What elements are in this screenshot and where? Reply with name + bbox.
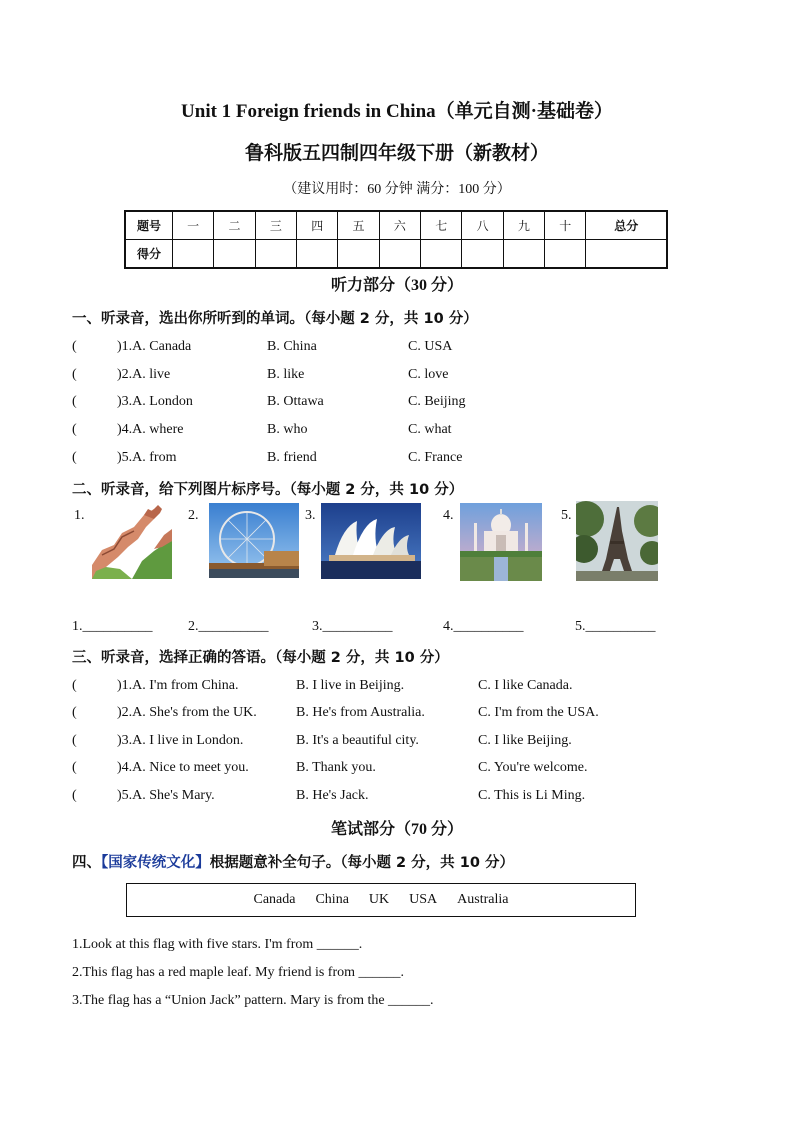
score-cell: 二 bbox=[214, 211, 255, 240]
answer-paren[interactable]: ( bbox=[72, 678, 77, 693]
score-cell: 一 bbox=[173, 211, 214, 240]
pic-number: 5. bbox=[561, 508, 572, 523]
option-c: C. what bbox=[408, 422, 452, 437]
option-a: )4.A. where bbox=[117, 422, 184, 437]
fill-sentence[interactable]: 3.The flag has a “Union Jack” pattern. Mary is from the ______. bbox=[72, 993, 434, 1008]
question-1-heading: 一、听录音，选出你所听到的单词。（每小题 2 分，共 10 分） bbox=[72, 311, 478, 327]
word-bank-item: Canada bbox=[253, 892, 296, 907]
score-cell: 五 bbox=[338, 211, 379, 240]
score-table-header-row bbox=[125, 211, 667, 240]
fill-sentence[interactable]: 2.This flag has a red maple leaf. My friend is from ______. bbox=[72, 965, 405, 980]
taj-mahal-image bbox=[460, 503, 542, 581]
answer-paren[interactable]: ( bbox=[72, 760, 77, 775]
option-a: )2.A. She's from the UK. bbox=[117, 705, 257, 720]
london-eye-image bbox=[209, 503, 299, 578]
pic-number: 3. bbox=[305, 508, 316, 523]
option-c: C. USA bbox=[408, 339, 453, 354]
question-3-heading: 三、听录音，选择正确的答语。（每小题 2 分，共 10 分） bbox=[72, 650, 449, 666]
question-2-heading: 二、听录音，给下列图片标序号。（每小题 2 分，共 10 分） bbox=[72, 482, 464, 498]
score-table bbox=[124, 210, 668, 269]
option-c: C. France bbox=[408, 450, 463, 465]
answer-paren[interactable]: ( bbox=[72, 788, 77, 803]
option-a: )1.A. I'm from China. bbox=[117, 678, 239, 693]
option-a: )2.A. live bbox=[117, 367, 171, 382]
q4-instruction: 根据题意补全句子。（每小题 2 分，共 10 分） bbox=[209, 855, 514, 871]
option-c: C. I'm from the USA. bbox=[478, 705, 599, 720]
question-4-heading bbox=[72, 851, 514, 872]
score-cell: 七 bbox=[421, 211, 462, 240]
answer-blank[interactable]: 1.__________ bbox=[72, 619, 153, 634]
page-subtitle: 鲁科版五四制四年级下册（新教材） bbox=[244, 143, 549, 164]
score-cell: 九 bbox=[503, 211, 544, 240]
option-b: B. friend bbox=[267, 450, 317, 465]
answer-blank[interactable]: 4.__________ bbox=[443, 619, 524, 634]
option-b: B. It's a beautiful city. bbox=[296, 733, 419, 748]
option-c: C. You're welcome. bbox=[478, 760, 588, 775]
great-wall-image bbox=[92, 505, 172, 579]
score-input-cell[interactable] bbox=[379, 240, 420, 269]
page-title: Unit 1 Foreign friends in China（单元自测·基础卷） bbox=[181, 101, 613, 122]
word-bank bbox=[126, 883, 636, 917]
word-bank-item: USA bbox=[409, 892, 438, 907]
option-a: )4.A. Nice to meet you. bbox=[117, 760, 249, 775]
sydney-opera-house-image bbox=[321, 503, 421, 579]
score-input-cell[interactable] bbox=[586, 240, 667, 269]
answer-paren[interactable]: ( bbox=[72, 450, 77, 465]
answer-paren[interactable]: ( bbox=[72, 705, 77, 720]
option-c: C. I like Beijing. bbox=[478, 733, 572, 748]
answer-paren[interactable]: ( bbox=[72, 394, 77, 409]
option-a: )5.A. from bbox=[117, 450, 177, 465]
score-input-cell[interactable] bbox=[421, 240, 462, 269]
option-c: C. Beijing bbox=[408, 394, 466, 409]
score-input-cell[interactable] bbox=[338, 240, 379, 269]
answer-blank[interactable]: 2.__________ bbox=[188, 619, 269, 634]
option-c: C. love bbox=[408, 367, 449, 382]
word-bank-item: UK bbox=[368, 892, 390, 907]
answer-blank[interactable]: 3.__________ bbox=[312, 619, 393, 634]
option-b: B. who bbox=[267, 422, 308, 437]
score-input-cell[interactable] bbox=[173, 240, 214, 269]
score-input-cell[interactable] bbox=[462, 240, 503, 269]
score-input-cell[interactable] bbox=[297, 240, 338, 269]
fill-sentence[interactable]: 1.Look at this flag with five stars. I'm from ______. bbox=[72, 937, 363, 952]
word-bank-item: Australia bbox=[457, 892, 509, 907]
option-c: C. I like Canada. bbox=[478, 678, 573, 693]
score-cell: 题号 bbox=[125, 211, 173, 240]
score-cell: 三 bbox=[255, 211, 296, 240]
option-b: B. Ottawa bbox=[267, 394, 324, 409]
score-cell: 总分 bbox=[586, 211, 667, 240]
option-b: B. He's Jack. bbox=[296, 788, 369, 803]
time-note: （建议用时：60 分钟 满分：100 分） bbox=[283, 182, 511, 197]
q4-number: 四、 bbox=[72, 855, 101, 871]
option-b: B. He's from Australia. bbox=[296, 705, 425, 720]
eiffel-tower-image bbox=[576, 501, 658, 581]
option-b: B. like bbox=[267, 367, 305, 382]
listening-section-title: 听力部分（30 分） bbox=[330, 277, 463, 294]
pic-number: 1. bbox=[74, 508, 85, 523]
answer-paren[interactable]: ( bbox=[72, 339, 77, 354]
pic-number: 4. bbox=[443, 508, 454, 523]
option-b: B. Thank you. bbox=[296, 760, 376, 775]
score-input-cell[interactable] bbox=[503, 240, 544, 269]
score-cell: 六 bbox=[379, 211, 420, 240]
writing-section-title: 笔试部分（70 分） bbox=[330, 821, 463, 838]
score-cell: 得分 bbox=[125, 240, 173, 269]
score-input-cell[interactable] bbox=[255, 240, 296, 269]
pic-number: 2. bbox=[188, 508, 199, 523]
answer-paren[interactable]: ( bbox=[72, 422, 77, 437]
score-cell: 八 bbox=[462, 211, 503, 240]
option-a: )5.A. She's Mary. bbox=[117, 788, 215, 803]
option-a: )1.A. Canada bbox=[117, 339, 192, 354]
score-table-score-row bbox=[125, 240, 667, 269]
option-b: B. China bbox=[267, 339, 317, 354]
score-cell: 十 bbox=[545, 211, 586, 240]
answer-blank[interactable]: 5.__________ bbox=[575, 619, 656, 634]
option-b: B. I live in Beijing. bbox=[296, 678, 405, 693]
option-a: )3.A. I live in London. bbox=[117, 733, 244, 748]
score-cell: 四 bbox=[297, 211, 338, 240]
word-bank-item: China bbox=[315, 892, 349, 907]
q4-tag: 【国家传统文化】 bbox=[101, 855, 210, 871]
answer-paren[interactable]: ( bbox=[72, 367, 77, 382]
option-a: )3.A. London bbox=[117, 394, 193, 409]
score-input-cell[interactable] bbox=[545, 240, 586, 269]
answer-paren[interactable]: ( bbox=[72, 733, 77, 748]
score-input-cell[interactable] bbox=[214, 240, 255, 269]
option-c: C. This is Li Ming. bbox=[478, 788, 586, 803]
